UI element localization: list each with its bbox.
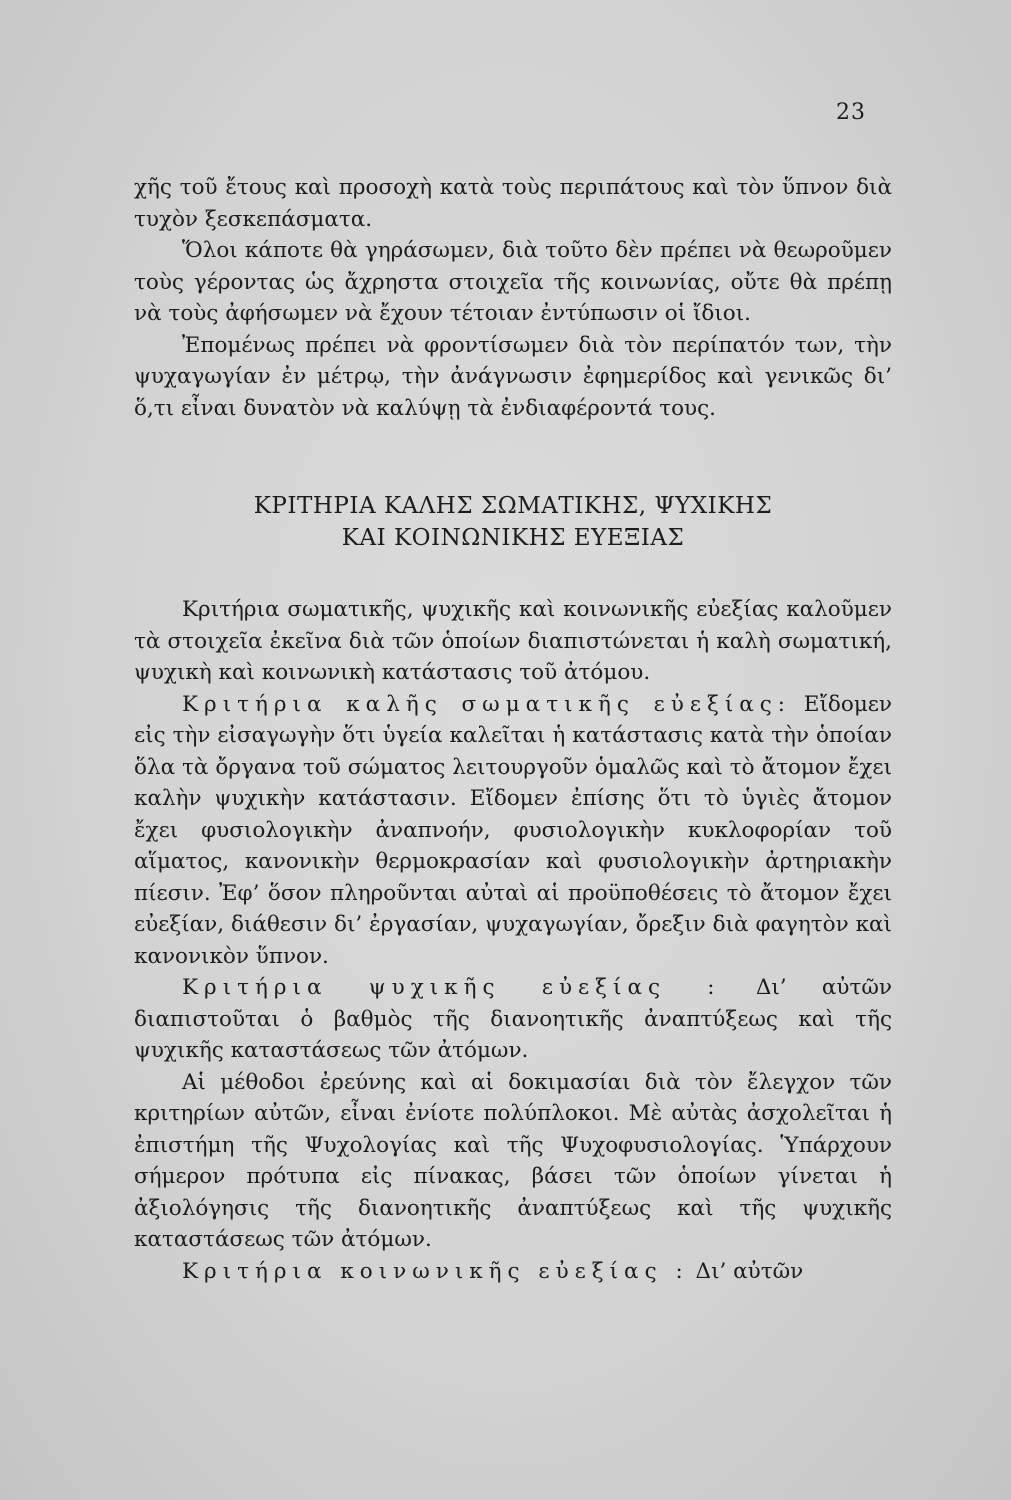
heading-line-2: ΚΑΙ ΚΟΙΝΩΝΙΚΗΣ ΕΥΕΞΙΑΣ: [341, 525, 685, 551]
paragraph-psychic: [134, 972, 892, 1067]
text-methods: Αἱ μέθοδοι ἐρεύνης καὶ αἱ δοκιμασίαι διὰ τὸν ἔλεγχον τῶν κριτηρίων αὐτῶν, εἶναι ἐνίοτε πολύπλοκοι. Μὲ αὐτὰς ἀσχολεῖται ἡ ἐπιστήμη τῆς Ψυχολογίας καὶ τῆς Ψυχοφυσιολογίας. Ὑπάρχουν σήμερον πρότυπα εἰς πίνακας, βάσει τῶν ὁποίων γίνεται ἡ ἀξιολόγησις τῆς διανοητικῆς ἀναπτύξεως καὶ τῆς ψυχικῆς καταστάσεως τῶν ἀτόμων.: [134, 1069, 892, 1252]
term-psychic: Κριτήρια ψυχικῆς εὐεξίας :: [182, 975, 721, 1000]
paragraph-physical: [134, 689, 892, 973]
paragraph-intro: Κριτήρια σωματικῆς, ψυχικῆς καὶ κοινωνικῆς εὐεξίας καλοῦμεν τὰ στοιχεῖα ἐκεῖνα διὰ τῶν ὁποίων διαπιστώνεται ἡ καλὴ σωματική, ψυχικὴ καὶ κοινωνικὴ κατάστασις τοῦ ἀτόμου.: [134, 597, 892, 685]
text-psychic: Δι’ αὐτῶν διαπιστοῦται ὁ βαθμὸς τῆς διανοητικῆς ἀναπτύξεως καὶ τῆς ψυχικῆς καταστάσεως τῶν ἀτόμων.: [134, 975, 893, 1063]
term-social: Κριτήρια κοινωνικῆς εὐεξίας :: [182, 1258, 689, 1284]
text-physical: Εἴδομεν εἰς τὴν εἰσαγωγὴν ὅτι ὑγεία καλεῖται ἡ κατάστασις κατὰ τὴν ὁποίαν ὅλα τὰ ὄργανα τοῦ σώματος λειτουργοῦν ὁμαλῶς καὶ τὸ ἄτομον ἔχει καλὴν ψυχικὴν κατάστασιν. Εἴδομεν ἐπίσης ὅτι τὸ ὑγιὲς ἄτομον ἔχει φυσιολογικὴν ἀναπνοήν, φυσιολογικὴν κυκλοφορίαν τοῦ αἵματος, κανονικὴν θερμοκρασίαν καὶ φυσιολογικὴν ἀρτηριακὴν πίεσιν. Ἐφ’ ὅσον πληροῦνται αὐταὶ αἱ προϋποθέσεις τὸ ἄτομον ἔχει εὐεξίαν, διάθεσιν δι’ ἐργασίαν, ψυχαγωγίαν, ὄρεξιν διὰ φαγητὸν καὶ κανονικὸν ὕπνον.: [134, 691, 893, 969]
paragraph-elderly: Ὅλοι κάποτε θὰ γηράσωμεν, διὰ τοῦτο δὲν πρέπει νὰ θεωροῦμεν τοὺς γέροντας ὡς ἄχρηστα στοιχεῖα τῆς κοινωνίας, οὔτε θὰ πρέπῃ νὰ τοὺς ἀφήσωμεν νὰ ἔχουν τέτοιαν ἐντύπωσιν οἱ ἴδιοι.: [134, 238, 892, 326]
text-social: Δι’ αὐτῶν: [688, 1258, 804, 1284]
term-physical: Κριτήρια καλῆς σωματικῆς εὐεξίας:: [182, 691, 792, 717]
main-text-block: [134, 594, 892, 1287]
paragraph-social: [134, 1256, 892, 1288]
heading-line-1: ΚΡΙΤΗΡΙΑ ΚΑΛΗΣ ΣΩΜΑΤΙΚΗΣ, ΨΥΧΙΚΗΣ: [253, 493, 773, 519]
paragraph-care: Ἐπομένως πρέπει νὰ φροντίσωμεν διὰ τὸν περίπατόν των, τὴν ψυχαγωγίαν ἐν μέτρῳ, τὴν ἀνάγνωσιν ἐφημερίδος καὶ γενικῶς δι’ ὅ,τι εἶναι δυνατὸν νὰ καλύψῃ τὰ ἐνδιαφέροντά τους.: [134, 332, 892, 421]
top-text-block: [134, 172, 892, 424]
paragraph-continuation: χῆς τοῦ ἔτους καὶ προσοχὴ κατὰ τοὺς περιπάτους καὶ τὸν ὕπνον διὰ τυχὸν ξεσκεπάσματα.: [134, 175, 892, 232]
page-number: 23: [836, 100, 866, 125]
paragraph-methods: [134, 1067, 892, 1256]
section-heading: [134, 490, 892, 554]
